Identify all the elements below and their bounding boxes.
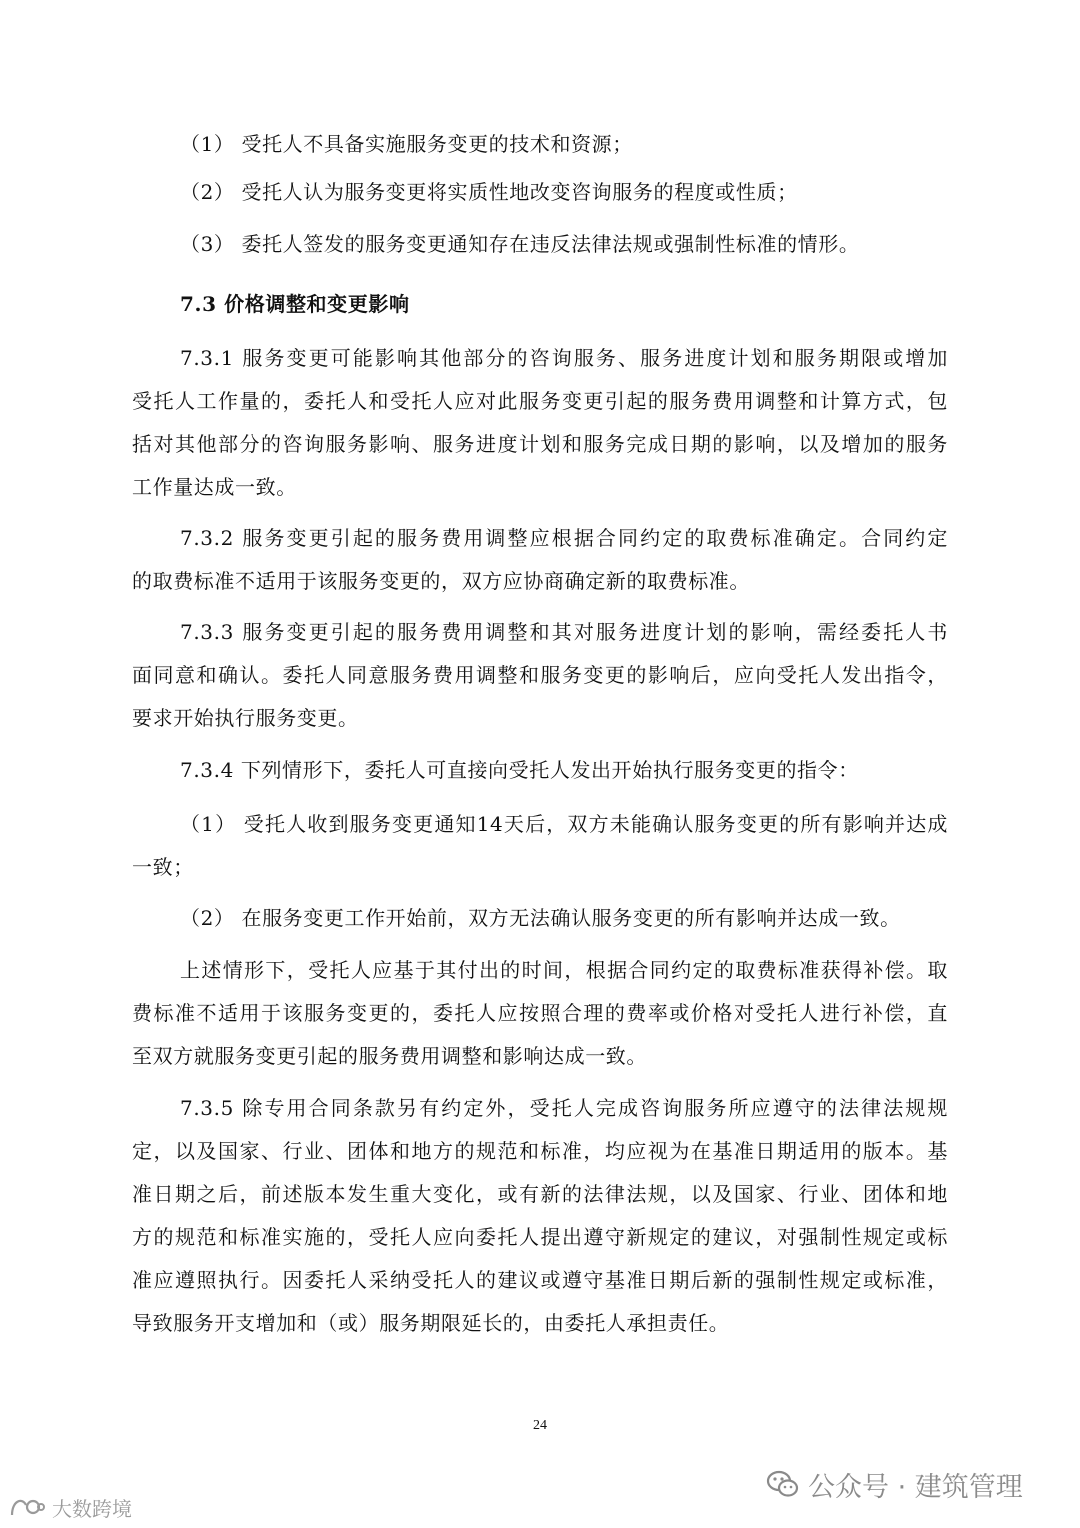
text-line: 方的规范和标准实施的，受托人应向委托人提出遵守新规定的建议，对强制性规定或标: [132, 1225, 948, 1249]
watermark-right: [766, 1464, 1023, 1504]
text-line: 7.3.1 服务变更可能影响其他部分的咨询服务、服务进度计划和服务期限或增加: [180, 346, 948, 370]
section-heading: 7.3 价格调整和变更影响: [180, 292, 410, 316]
watermark-left-text: 大数跨境: [52, 1496, 132, 1521]
page-number: 24: [533, 1418, 547, 1433]
watermark-right-text: 公众号 · 建筑管理: [808, 1471, 1023, 1503]
text-line: 工作量达成一致。: [132, 475, 297, 499]
text-line: 导致服务开支增加和（或）服务期限延长的，由委托人承担责任。: [132, 1311, 730, 1335]
text-line: 准应遵照执行。因委托人采纳受托人的建议或遵守基准日期后新的强制性规定或标准，: [132, 1268, 948, 1292]
text-line: （2） 受托人认为服务变更将实质性地改变咨询服务的程度或性质；: [180, 180, 798, 204]
text-line: （1） 受托人收到服务变更通知14天后，双方未能确认服务变更的所有影响并达成: [180, 812, 948, 836]
text-line: 受托人工作量的，委托人和受托人应对此服务变更引起的服务费用调整和计算方式，包: [132, 389, 948, 413]
wechat-icon: [766, 1469, 800, 1499]
text-line: 一致；: [132, 855, 194, 879]
text-line: 括对其他部分的咨询服务影响、服务进度计划和服务完成日期的影响，以及增加的服务: [132, 432, 948, 456]
text-line: （3） 委托人签发的服务变更通知存在违反法律法规或强制性标准的情形。: [180, 232, 860, 256]
text-line: 要求开始执行服务变更。: [132, 706, 359, 730]
brand-logo-icon: [8, 1495, 46, 1519]
watermark-left: [8, 1492, 132, 1522]
text-line: 7.3.3 服务变更引起的服务费用调整和其对服务进度计划的影响，需经委托人书: [180, 620, 948, 644]
text-line: 准日期之后，前述版本发生重大变化，或有新的法律法规，以及国家、行业、团体和地: [132, 1182, 948, 1206]
text-line: 上述情形下，受托人应基于其付出的时间，根据合同约定的取费标准获得补偿。取: [180, 958, 948, 982]
text-line: （1） 受托人不具备实施服务变更的技术和资源；: [180, 132, 633, 156]
text-line: 7.3.4 下列情形下，委托人可直接向受托人发出开始执行服务变更的指令：: [180, 758, 859, 782]
text-line: 7.3.5 除专用合同条款另有约定外，受托人完成咨询服务所应遵守的法律法规规: [180, 1096, 948, 1120]
text-line: 定，以及国家、行业、团体和地方的规范和标准，均应视为在基准日期适用的版本。基: [132, 1139, 948, 1163]
text-line: 至双方就服务变更引起的服务费用调整和影响达成一致。: [132, 1044, 647, 1068]
text-line: 费标准不适用于该服务变更的，委托人应按照合理的费率或价格对受托人进行补偿，直: [132, 1001, 948, 1025]
text-line: 7.3.2 服务变更引起的服务费用调整应根据合同约定的取费标准确定。合同约定: [180, 526, 948, 550]
text-line: （2） 在服务变更工作开始前，双方无法确认服务变更的所有影响并达成一致。: [180, 906, 901, 930]
text-line: 面同意和确认。委托人同意服务费用调整和服务变更的影响后，应向受托人发出指令，: [132, 663, 948, 687]
text-line: 的取费标准不适用于该服务变更的，双方应协商确定新的取费标准。: [132, 569, 750, 593]
